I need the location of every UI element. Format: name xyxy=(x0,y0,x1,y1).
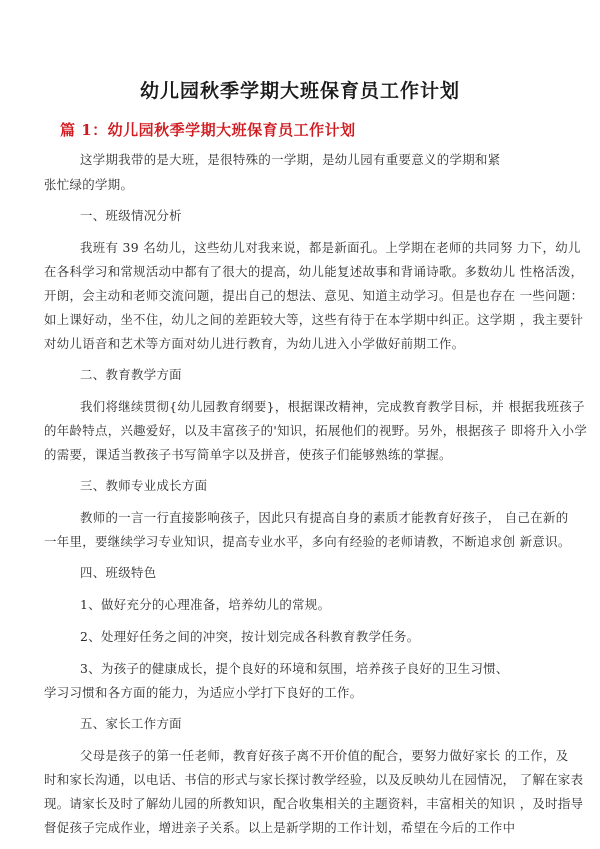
paragraph-line: 现。请家长及时了解幼儿园的所教知识，配合收集相关的主题资料，丰富相关的知识 ，及时指导 xyxy=(44,796,584,811)
chapter-heading: 篇 1：幼儿园秋季学期大班保育员工作计划 xyxy=(60,121,356,139)
paragraph-line: 3、为孩子的健康成长，提个良好的环境和氛围，培养孩子良好的卫生习惯、 xyxy=(80,661,509,676)
paragraph-line: 的年龄特点，兴趣爱好，以及丰富孩子的'知识，拓展他们的视野。另外，根据孩子 即将升入小学 xyxy=(44,423,588,438)
paragraph-line: 我班有 39 名幼儿，这些幼儿对我来说，都是新面孔。上学期在老师的共同努 力下，幼儿 xyxy=(80,240,581,255)
paragraph-line: 开朗，会主动和老师交流问题，提出自己的想法、意见、知道主动学习。但是也存在 一些问题： xyxy=(44,288,584,303)
paragraph-line: 一年里，要继续学习专业知识，提高专业水平，多向有经验的老师请教，不断追求创 新意识。 xyxy=(44,534,571,549)
paragraph-line: 这学期我带的是大班，是很特殊的一学期，是幼儿园有重要意义的学期和紧 xyxy=(80,152,501,167)
paragraph-line: 时和家长沟通，以电话、书信的形式与家长探讨教学经验，以及反映幼儿在园情况， 了解在家表 xyxy=(44,772,584,787)
paragraph-line: 三、教师专业成长方面 xyxy=(80,478,208,493)
paragraph-line: 的需要，课适当教孩子书写简单字以及拼音，使孩子们能够熟练的掌握。 xyxy=(44,447,452,462)
paragraph-line: 一、班级情况分析 xyxy=(80,208,182,223)
paragraph-line: 父母是孩子的第一任老师，教育好孩子离不开价值的配合，要努力做好家长 的工作，及 xyxy=(80,748,569,763)
paragraph-line: 对幼儿语音和艺术等方面对幼儿进行教育，为幼儿进入小学做好前期工作。 xyxy=(44,336,465,351)
paragraph-line: 我们将继续贯彻{幼儿园教育纲要}，根据课改精神，完成教育教学目标，并 根据我班孩子 xyxy=(80,399,585,414)
paragraph-line: 四、班级特色 xyxy=(80,565,157,580)
paragraph-line: 学习习惯和各方面的能力，为适应小学打下良好的工作。 xyxy=(44,685,363,700)
paragraph-line: 如上课好动，坐不住，幼儿之间的差距较大等，这些有待于在本学期中纠正。这学期 ，我主要针 xyxy=(44,312,584,327)
paragraph-line: 张忙绿的学期。 xyxy=(44,177,134,192)
paragraph-line: 2、处理好任务之间的冲突，按计划完成各科教育教学任务。 xyxy=(80,629,420,644)
document-title: 幼儿园秋季学期大班保育员工作计划 xyxy=(139,80,460,102)
paragraph-line: 督促孩子完成作业，增进亲子关系。以上是新学期的工作计划，希望在今后的工作中 xyxy=(44,820,516,835)
paragraph-line: 在各科学习和常规活动中都有了很大的提高，幼儿能复述故事和背诵诗歌。多数幼儿 性格活泼， xyxy=(44,264,584,279)
paragraph-line: 教师的一言一行直接影响孩子，因此只有提高自身的素质才能教育好孩子， 自己在新的 xyxy=(80,510,569,525)
paragraph-line: 1、做好充分的心理准备，培养幼儿的常规。 xyxy=(80,597,331,612)
paragraph-line: 五、家长工作方面 xyxy=(80,716,182,731)
paragraph-line: 二、教育教学方面 xyxy=(80,367,182,382)
